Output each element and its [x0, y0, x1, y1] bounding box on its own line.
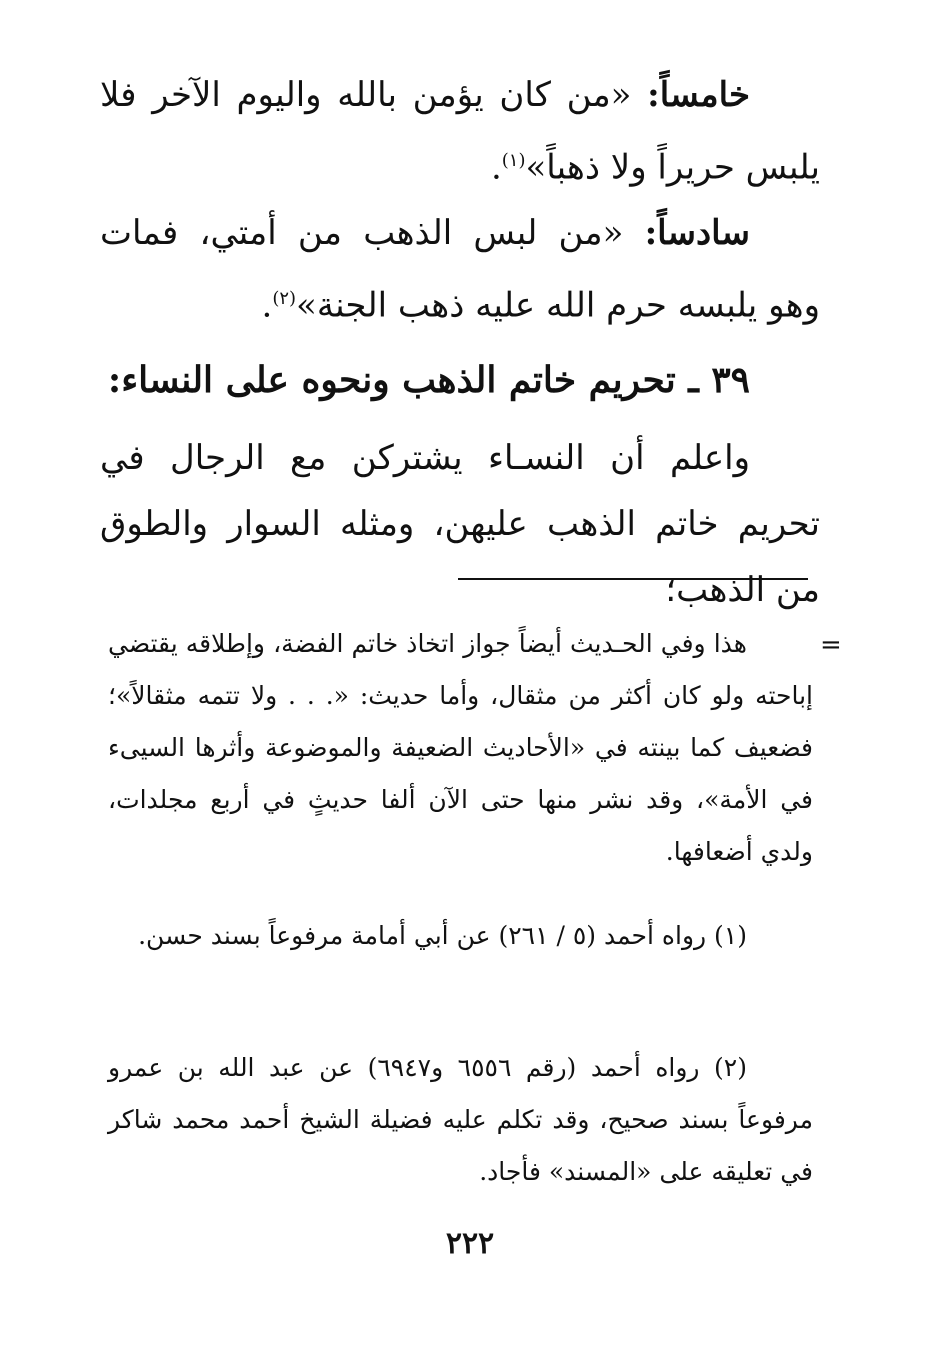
paragraph-sixth-lead: سادساً: [644, 213, 751, 253]
paragraph-fifth-lead: خامساً: [647, 75, 750, 115]
main-text-2 [100, 200, 820, 338]
section-heading: ٣٩ ـ تحريم خاتم الذهب ونحوه على النساء: [107, 359, 750, 401]
footnote-1 [108, 910, 813, 962]
footnote-separator [458, 578, 808, 580]
footnote-2 [108, 1042, 813, 1198]
footnote-1-text: (١) رواه أحمد (٥ / ٢٦١) عن أبي أمامة مرفوعاً بسند حسن. [138, 921, 747, 950]
continuation-mark: = [820, 630, 842, 660]
footnote-ref-1: (١) [501, 150, 526, 171]
main-text-3 [100, 425, 820, 623]
paragraph-women: واعلم أن النسـاء يشتركن مع الرجال في تحريم خاتم الذهب عليهن، ومثله السوار والطوق من الذهب؛ [100, 438, 820, 610]
paragraph-fifth-text: «من كان يؤمن بالله واليوم الآخر فلا يلبس حريراً ولا ذهباً» [100, 75, 820, 188]
footnote-continuation [108, 618, 813, 878]
main-text [100, 62, 820, 200]
section-heading-block [100, 350, 820, 410]
paragraph-sixth [100, 200, 820, 338]
paragraph-sixth-end: . [261, 285, 273, 326]
footnote-continuation-text: هذا وفي الحـديث أيضاً جواز اتخاذ خاتم الفضة، وإطلاقه يقتضي إباحته ولو كان أكثر من مثقال، وأما حديث: «. . . ولا تتمه مثقالاً»؛ فضعيف كما بينته في «الأحاديث الضعيفة والموضوعة وأثرها السيىء في الأمة»، وقد نشر منها حتى الآن ألفا حديثٍ في أربع مجلدات، ولدي أضعافها. [108, 629, 813, 866]
paragraph-sixth-text: «من لبس الذهب من أمتي، فمات وهو يلبسه حرم الله عليه ذهب الجنة» [100, 213, 820, 326]
paragraph-fifth [100, 62, 820, 200]
footnote-2-text: (٢) رواه أحمد (رقم ٦٥٥٦ و٦٩٤٧) عن عبد الله بن عمرو مرفوعاً بسند صحيح، وقد تكلم عليه فضيلة الشيخ أحمد محمد شاكر في تعليقه على «المسند» فأجاد. [108, 1053, 813, 1186]
paragraph-fifth-end: . [490, 147, 502, 188]
footnote-ref-2: (٢) [272, 288, 297, 309]
page-number: ٢٢٢ [445, 1226, 495, 1261]
